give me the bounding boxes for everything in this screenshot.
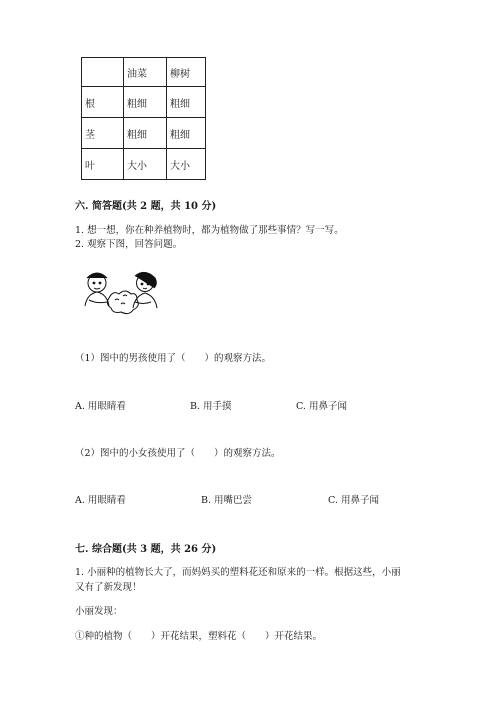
- table-cell: 大小: [124, 149, 167, 180]
- option-c: C. 用鼻子闻: [328, 495, 379, 506]
- question-2-text: 2. 观察下图，回答问题。: [75, 239, 183, 250]
- table-header-rapeseed: 油菜: [124, 58, 167, 87]
- table-header-row: [82, 58, 206, 87]
- table-cell: 粗细: [124, 118, 167, 149]
- sub-question-2: （2）图中的小女孩使用了（ ）的观察方法。: [75, 448, 281, 459]
- section-6-title: 六. 简答题(共 2 题，共 10 分): [75, 201, 217, 212]
- children-observing-illustration: [75, 266, 165, 318]
- table-row-label: 茎: [82, 118, 124, 149]
- table-row-label: 根: [82, 87, 124, 118]
- discovery-item-1: ①种的植物（ ）开花结果，塑料花（ ）开花结果。: [75, 631, 323, 642]
- table-cell: 粗细: [124, 87, 167, 118]
- table-row: [82, 118, 206, 149]
- table-cell: 粗细: [167, 118, 206, 149]
- table-row: [82, 149, 206, 180]
- table-cell: 粗细: [167, 87, 206, 118]
- table-cell: 大小: [167, 149, 206, 180]
- option-a: A. 用眼睛看: [75, 495, 126, 506]
- section-7-title: 七. 综合题(共 3 题，共 26 分): [75, 544, 217, 555]
- discovery-label: 小丽发现：: [75, 606, 123, 617]
- option-a: A. 用眼睛看: [75, 401, 126, 412]
- sub-question-1: （1）图中的男孩使用了（ ）的观察方法。: [75, 353, 272, 364]
- option-b: B. 用手摸: [190, 401, 232, 412]
- question-1-line-2: 又有了新发现！: [75, 582, 142, 593]
- option-b: B. 用嘴巴尝: [201, 495, 253, 506]
- table-row: [82, 87, 206, 118]
- table-row-label: 叶: [82, 149, 124, 180]
- table-header-willow: 柳树: [167, 58, 206, 87]
- table-cell: [82, 58, 124, 87]
- question-1-line-1: 1. 小丽种的植物长大了，而妈妈买的塑料花还和原来的一样。根据这些，小丽: [75, 567, 401, 578]
- observation-table: [81, 57, 206, 180]
- option-c: C. 用鼻子闻: [296, 401, 347, 412]
- question-1-text: 1. 想一想，你在种养植物时，都为植物做了那些事情？写一写。: [75, 225, 344, 236]
